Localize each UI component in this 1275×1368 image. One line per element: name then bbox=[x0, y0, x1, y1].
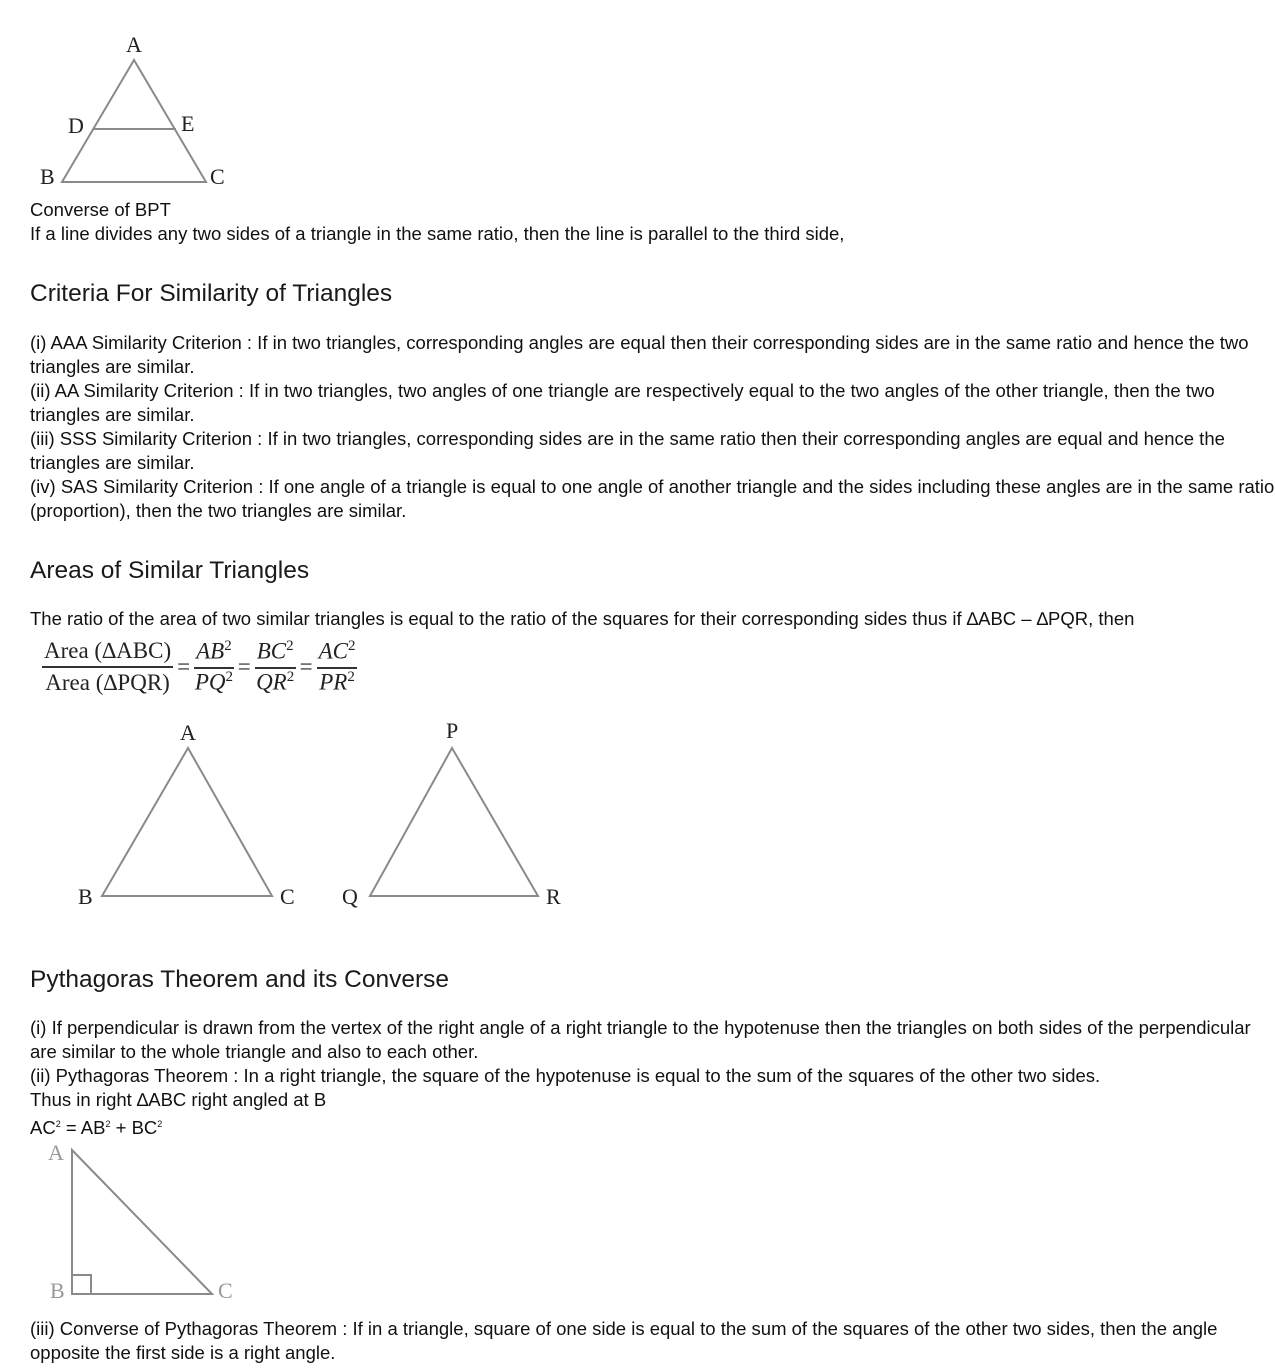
label-p: P bbox=[446, 718, 459, 743]
eq-ab: = AB bbox=[60, 1117, 106, 1138]
exponent: 2 bbox=[157, 1119, 163, 1129]
equals-sign: = bbox=[299, 654, 313, 679]
areas-heading: Areas of Similar Triangles bbox=[30, 557, 310, 584]
label-a: A bbox=[180, 720, 196, 745]
formula-qr: QR bbox=[256, 669, 287, 695]
right-triangle-figure bbox=[30, 1138, 260, 1308]
similarity-item: (iii) SSS Similarity Criterion : If in two triangles, corresponding sides are in the same ratio then their corresponding angles are equal and hence the triangles are similar. bbox=[30, 428, 1225, 473]
exponent: 2 bbox=[225, 669, 233, 685]
similarity-heading: Criteria For Similarity of Triangles bbox=[30, 280, 393, 307]
label-b: B bbox=[40, 164, 55, 189]
pythagoras-heading: Pythagoras Theorem and its Converse bbox=[30, 966, 449, 993]
triangle-pqr bbox=[370, 748, 538, 896]
eq-bc: + BC bbox=[110, 1117, 158, 1138]
label-e: E bbox=[181, 111, 195, 136]
exponent: 2 bbox=[55, 1119, 61, 1129]
triangle-abc bbox=[102, 748, 272, 896]
label-a: A bbox=[126, 32, 142, 57]
equals-sign: = bbox=[237, 654, 251, 679]
label-c: C bbox=[280, 884, 295, 909]
area-ratio-formula bbox=[42, 638, 357, 696]
converse-bpt-text: If a line divides any two sides of a triangle in the same ratio, then the line is parallel to the third side, bbox=[30, 223, 845, 244]
exponent: 2 bbox=[224, 638, 232, 655]
pythagoras-equation bbox=[30, 1112, 1275, 1140]
label-c: C bbox=[210, 164, 225, 189]
formula-pq: PQ bbox=[194, 669, 226, 695]
formula-den-area-pqr: Area (∆PQR) bbox=[45, 670, 170, 695]
triangle-abc bbox=[72, 1150, 212, 1294]
formula-bc: BC bbox=[256, 639, 287, 664]
formula-num-area-abc: Area (∆ABC) bbox=[42, 638, 173, 668]
equals-sign: = bbox=[177, 654, 191, 679]
right-angle-marker bbox=[72, 1275, 91, 1294]
label-a: A bbox=[48, 1140, 64, 1165]
label-b: B bbox=[50, 1278, 65, 1303]
similar-triangles-figure bbox=[30, 710, 590, 930]
pythagoras-item: (i) If perpendicular is drawn from the vertex of the right angle of a right triangle to the hypotenuse then the triangles on both sides of the perpendicular are similar to the whole triangle and also to each other. bbox=[30, 1017, 1251, 1062]
bpt-triangle-figure bbox=[30, 25, 250, 195]
label-q: Q bbox=[342, 884, 358, 909]
eq-ac: AC bbox=[30, 1117, 56, 1138]
exponent: 2 bbox=[105, 1119, 111, 1129]
formula-ab: AB bbox=[196, 639, 225, 664]
similarity-item: (ii) AA Similarity Criterion : If in two triangles, two angles of one triangle are respectively equal to the two angles of the other triangle, then the two triangles are similar. bbox=[30, 380, 1215, 425]
exponent: 2 bbox=[347, 638, 356, 655]
converse-bpt-title: Converse of BPT bbox=[30, 199, 171, 220]
similarity-item: (i) AAA Similarity Criterion : If in two triangles, corresponding angles are equal then their corresponding sides are in the same ratio and hence the two triangles are similar. bbox=[30, 332, 1249, 377]
formula-pr: PR bbox=[319, 669, 348, 695]
exponent: 2 bbox=[286, 669, 295, 685]
exponent: 2 bbox=[347, 669, 355, 685]
label-r: R bbox=[546, 884, 561, 909]
similarity-item: (iv) SAS Similarity Criterion : If one angle of a triangle is equal to one angle of another triangle and the sides including these angles are in the same ratio (proportion), then the two triangles are similar. bbox=[30, 476, 1275, 521]
label-c: C bbox=[218, 1278, 233, 1303]
exponent: 2 bbox=[286, 638, 294, 655]
pythagoras-item: (ii) Pythagoras Theorem : In a right triangle, the square of the hypotenuse is equal to the sum of the squares of the other two sides. bbox=[30, 1065, 1101, 1086]
label-b: B bbox=[78, 884, 93, 909]
label-d: D bbox=[68, 113, 84, 138]
formula-ac: AC bbox=[318, 639, 348, 664]
areas-text: The ratio of the area of two similar triangles is equal to the ratio of the squares for their corresponding sides thus if ∆ABC – ∆PQR, then bbox=[30, 608, 1135, 629]
similarity-list bbox=[30, 331, 1275, 523]
pythagoras-item: Thus in right ∆ABC right angled at B bbox=[30, 1089, 327, 1110]
pythagoras-converse: (iii) Converse of Pythagoras Theorem : If in a triangle, square of one side is equal to the sum of the squares of the other two sides, then the angle opposite the first side is a right angle. bbox=[30, 1318, 1218, 1363]
